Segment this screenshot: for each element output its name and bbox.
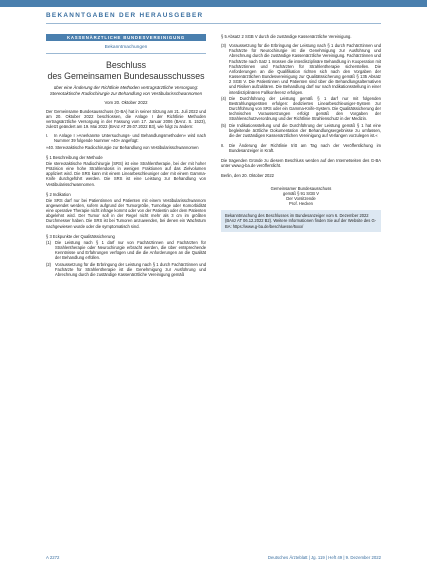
item-i-number: I. [46,133,49,139]
section-3-para-5 [221,123,381,138]
signature-line-2: gemäß § 91 SGB V [283,190,319,196]
page-number: A 2272 [46,555,60,560]
para-number: (4) [221,95,227,101]
document-subtitle: über eine Änderung der Richtlinie Methoden vertragsärztliche Versorgung: Stereotaktische Radiochirurgie zur Behandlung von Vestibularisschwannomen [49,85,203,96]
title-line-1: Beschluss [105,60,147,71]
section-band: KASSENÄRZTLICHE BUNDESVEREINIGUNG [46,34,206,41]
left-column [46,34,206,278]
document-title [46,60,206,82]
header-divider [46,23,381,24]
intro-paragraph: Der Gemeinsame Bundesausschuss (G-BA) hat in seiner Sitzung am 21. Juli 2022 und am 20. Oktober 2022 beschlossen, die Anlage I der Richtlinie Methoden vertragsärztliche Versorgung in der Fassung vom 17. Januar 2006 (BAnz. S. 1523), zuletzt geändert am 19. Mai 2022 (BAnz AT 29.07.2022 B3), wie folgt zu ändern: [46,108,206,130]
right-column [221,34,381,232]
section-3-para-2 [46,262,206,277]
section-3-para-3 [221,43,381,95]
signature-line-3: Der Vorsitzende [286,196,316,202]
item-40-heading: »40. Stereotaktische Radiochirurgie zur Behandlung von Vestibularisschwannomen [46,144,199,150]
top-color-bar [0,0,427,7]
section-3-para-1 [46,240,206,261]
publication-note-box: Bekanntmachung des Beschlusses im Bundesanzeiger vom 6. Dezember 2022 (BAnz AT 06.12.2022 B2). Weitere Informationen finden Sie auf der Website des G-BA: https://www.g-ba.de/beschluesse/5xxx/ [221,210,381,231]
page-header-title: BEKANNTGABEN DER HERAUSGEBER [46,12,204,19]
title-line-2: des Gemeinsamen Bundesausschusses [47,71,205,82]
item-ii [221,143,381,153]
signature-line-1: Gemeinsamer Bundesausschuss [270,185,332,191]
section-1-heading: § 1 Beschreibung der Methode [46,154,103,160]
signature-line-4: Prof. Hecken [289,201,313,207]
item-ii-text: Die Änderung der Richtlinie tritt am Tag nach der Veröffentlichung im Bundesanzeiger in Kraft. [229,142,381,154]
section-3-heading: § 3 Eckpunkte der Qualitätssicherung [46,233,115,239]
section-subtitle: Bekanntmachungen [46,45,206,54]
para-text: Die Durchführung der Leistung gemäß § 1 darf nur mit folgenden Bestrahlungsgeräten erfolgen: dediziertes Linearbeschleuniger-System zur Durchführung von SRS oder ein Gamma-Knife-System. Die Qualitätssicherung der technischen Voraussetzungen erfolgt gemäß den Vorgaben der Strahlenschutzverordnung und der Richtlinie Strahlenschutz in der Medizin. [229,95,381,122]
section-1-text: Die stereotaktische Radiochirurgie (SRS) ist eine Strahlentherapie, bei der mit hoher Präzision eine hohe Strahlendosis in wenigen Fraktionen auf das Zielvolumen appliziert wird. Die SRS kann mit einem Linearbeschleuniger oder mit einem Gamma-Knife durchgeführt werden. Die SRS ist eine Leistung zur Behandlung von Vestibularisschwannomen. [46,160,206,187]
section-2-text: Die SRS darf nur bei Patientinnen und Patienten mit einem Vestibularisschwannom angewendet werden, sofern aufgrund der Tumorgröße, Tumorlage oder Komorbidität eine operative Therapie nicht infrage kommt oder von der Patientin oder dem Patienten abgelehnt wird. Der Tumor soll in der Regel nicht mehr als 3 cm im größten Durchmesser haben. Die SRS ist bei Tumoren anzuwenden, bei denen ein Wachstum nachgewiesen wurde oder die symptomatisch sind. [46,197,206,229]
para-number: (2) [46,261,52,267]
para-text: Die Indikationsstellung und die Durchführung der Leistung gemäß § 1 hat eine begleitende ärztliche Dokumentation der Behandlungsergebnisse zu umfassen, die der zuständigen Kassenärztlichen Vereinigung auf Verlangen vorzulegen ist.« [229,122,381,138]
para-text: Voraussetzung für die Erbringung der Leistung nach § 1 durch Fachärztinnen und Fachärzte für Strahlentherapie ist die Genehmigung zur Ausführung und Abrechnung durch die zuständige Kassenärztliche Vereinigung gemäß [55,261,206,277]
para-number: (5) [221,122,227,128]
para-text: Voraussetzung für die Erbringung der Leistung nach § 1 durch Fachärztinnen und Fachärzte für Neurochirurgie ist die Genehmigung zur Ausführung und Abrechnung durch die zuständige Kassenärztliche Vereinigung. Fachärztinnen und Fachärzte nach Satz 1 müssen die interdisziplinäre Behandlung in Kooperation mit Fachärztinnen und Fachärzten für Strahlentherapie sicherstellen. Die Anforderungen an die Qualifikation richten sich nach den Vorgaben der Kassenärztlichen Bundesvereinigung zur Qualitätssicherung gemäß § 135 Absatz 2 SGB V. Die Patientinnen und Patienten sind über die Behandlungsalternativen und Risiken aufzuklären. Die Behandlung darf nur nach Indikationsstellung in einer interdisziplinären Fallkonferenz erfolgen. [229,43,381,95]
para-number: (1) [46,239,52,245]
item-i-text: In Anlage I »Anerkannte Untersuchungs- und Behandlungsmethoden« wird nach Nummer 39 folgende Nummer »40« angefügt: [54,133,206,144]
section-3-para-4 [221,96,381,122]
item-i [46,133,206,143]
website-note: Die tragenden Gründe zu diesem Beschluss werden auf den Internetseiten des G-BA unter www.g-ba.de veröffentlicht. [221,158,381,169]
document-date: Vom 20. Oktober 2022 [104,99,148,105]
para-number: (3) [221,43,227,49]
journal-citation: Deutsches Ärzteblatt | Jg. 119 | Heft 49 | 9. Dezember 2022 [267,555,381,560]
place-date: Berlin, den 20. Oktober 2022 [221,172,274,178]
section-2-heading: § 2 Indikation [46,191,71,197]
continued-text: § 5 Absatz 2 SGB V durch die zuständige Kassenärztliche Vereinigung. [221,34,352,39]
para-text: Die Leistung nach § 1 darf nur von Fachärztinnen und Fachärzten für Strahlentherapie oder Neurochirurgie erbracht werden, die über entsprechende Kenntnisse und Erfahrungen verfügen und die die Anforderungen an die Qualität der Behandlung erfüllen. [55,239,206,261]
item-ii-number: II. [221,142,225,148]
